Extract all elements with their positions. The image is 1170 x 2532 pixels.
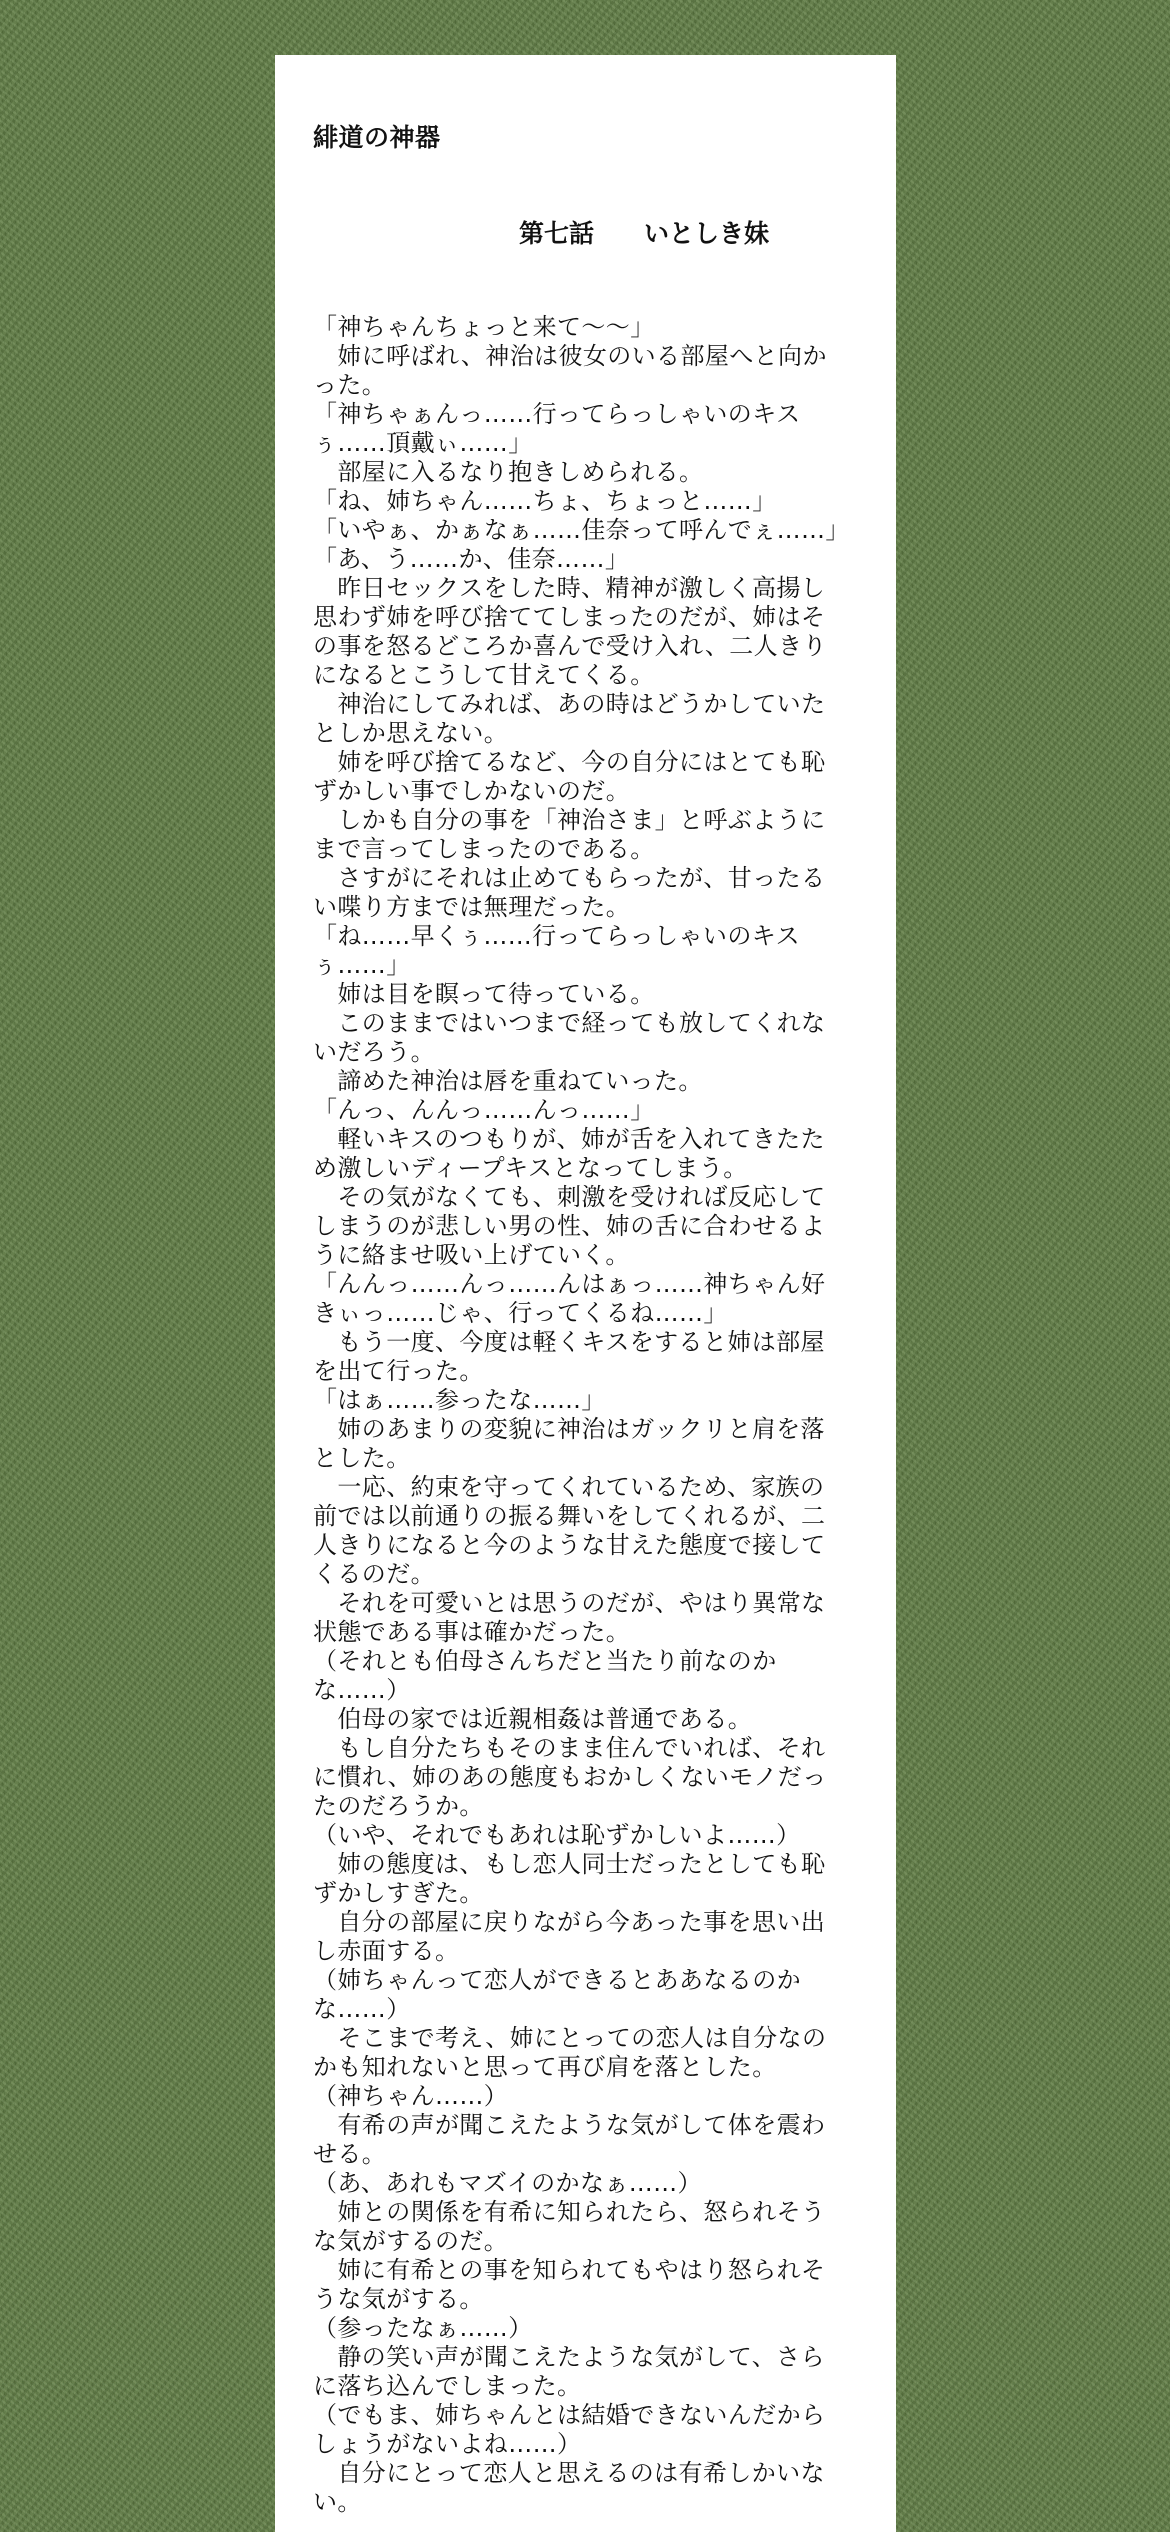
story-paragraph: 姉に有希との事を知られてもやはり怒られそうな気がする。 (313, 2256, 826, 2313)
story-paragraph: 静の笑い声が聞こえたような気がして、さらに落ち込んでしまった。 (313, 2343, 825, 2400)
story-paragraph: もう一度、今度は軽くキスをすると姉は部屋を出て行った。 (313, 1328, 825, 1385)
story-paragraph: 「あ、う……か、佳奈……」 (313, 545, 630, 573)
story-paragraph: 姉に呼ばれ、神治は彼女のいる部屋へと向かった。 (313, 342, 827, 399)
story-paragraph: 神治にしてみれば、あの時はどうかしていたとしか思えない。 (313, 690, 826, 747)
site-title: 緋道の神器 (313, 123, 441, 152)
story-paragraph: （あ、あれもマズイのかなぁ……） (313, 2169, 702, 2197)
story-paragraph: 姉を呼び捨てるなど、今の自分にはとても恥ずかしい事でしかないのだ。 (313, 748, 826, 805)
story-paragraph: 自分にとって恋人と思えるのは有希しかいない。 (313, 2459, 825, 2516)
story-paragraph: 「神ちゃんちょっと来て～～」 (313, 313, 655, 341)
chapter-title: 第七話 いとしき妹 (519, 219, 770, 248)
story-paragraph: 部屋に入るなり抱きしめられる。 (313, 458, 704, 486)
story-paragraph: それを可愛いとは思うのだが、やはり異常な状態である事は確かだった。 (313, 1589, 826, 1646)
story-paragraph: 「んんっ……んっ……んはぁっ……神ちゃん好きぃっ……じゃ、行ってくるね……」 (313, 1270, 826, 1327)
story-paragraph: 「はぁ……参ったな……」 (313, 1386, 606, 1414)
story-paragraph: 「いやぁ、かぁなぁ……佳奈って呼んでぇ……」 (313, 516, 850, 544)
story-paragraph: （神ちゃん……） (313, 2082, 509, 2110)
story-paragraph: 「神ちゃぁんっ……行ってらっしゃいのキスぅ……頂戴ぃ……」 (313, 400, 801, 457)
story-paragraph: （参ったなぁ……） (313, 2314, 533, 2342)
story-paragraph: もし自分たちもそのまま住んでいれば、それに慣れ、姉のあの態度もおかしくないモノだったのだろうか。 (313, 1734, 827, 1820)
story-paragraph: 「んっ、んんっ……んっ……」 (313, 1096, 655, 1124)
story-paragraph: 「ね……早くぅ……行ってらっしゃいのキスぅ……」 (313, 922, 801, 979)
story-paragraph: 姉の態度は、もし恋人同士だったとしても恥ずかしすぎた。 (313, 1850, 826, 1907)
story-paragraph: （いや、それでもあれは恥ずかしいよ……） (313, 1821, 801, 1849)
story-paragraph: しかも自分の事を「神治さま」と呼ぶようにまで言ってしまったのである。 (313, 806, 826, 863)
story-text (313, 313, 850, 2517)
story-paragraph: その気がなくても、刺激を受ければ反応してしまうのが悲しい男の性、姉の舌に合わせるように絡ませ吸い上げていく。 (313, 1183, 826, 1269)
story-paragraph: 自分の部屋に戻りながら今あった事を思い出し赤面する。 (313, 1908, 826, 1965)
story-paragraph: このままではいつまで経っても放してくれないだろう。 (313, 1009, 826, 1066)
story-paragraph: 「ね、姉ちゃん……ちょ、ちょっと……」 (313, 487, 777, 515)
story-paragraph: 軽いキスのつもりが、姉が舌を入れてきたため激しいディープキスとなってしまう。 (313, 1125, 825, 1182)
story-paragraph: 一応、約束を守ってくれているため、家族の前では以前通りの振る舞いをしてくれるが、二人きりになると今のような甘えた態度で接してくるのだ。 (313, 1473, 826, 1588)
story-paragraph: （それとも伯母さんちだと当たり前なのかな……） (313, 1647, 777, 1704)
story-paragraph: 姉は目を瞑って待っている。 (313, 980, 655, 1008)
story-paragraph: 諦めた神治は唇を重ねていった。 (313, 1067, 703, 1095)
story-paragraph: 姉のあまりの変貌に神治はガックリと肩を落とした。 (313, 1415, 825, 1472)
story-paragraph: 姉との関係を有希に知られたら、怒られそうな気がするのだ。 (313, 2198, 826, 2255)
story-paragraph: 伯母の家では近親相姦は普通である。 (313, 1705, 753, 1733)
story-paragraph: （でもま、姉ちゃんとは結婚できないんだからしょうがないよね……） (313, 2401, 826, 2458)
story-paragraph: 有希の声が聞こえたような気がして体を震わせる。 (313, 2111, 826, 2168)
story-paragraph: そこまで考え、姉にとっての恋人は自分なのかも知れないと思って再び肩を落とした。 (313, 2024, 827, 2081)
story-paragraph: 昨日セックスをした時、精神が激しく高揚し思わず姉を呼び捨ててしまったのだが、姉はその事を怒るどころか喜んで受け入れ、二人きりになるとこうして甘えてくる。 (313, 574, 827, 689)
story-paragraph: さすがにそれは止めてもらったが、甘ったるい喋り方までは無理だった。 (313, 864, 826, 921)
story-paragraph: （姉ちゃんって恋人ができるとああなるのかな……） (313, 1966, 801, 2023)
content-panel (275, 55, 896, 2532)
